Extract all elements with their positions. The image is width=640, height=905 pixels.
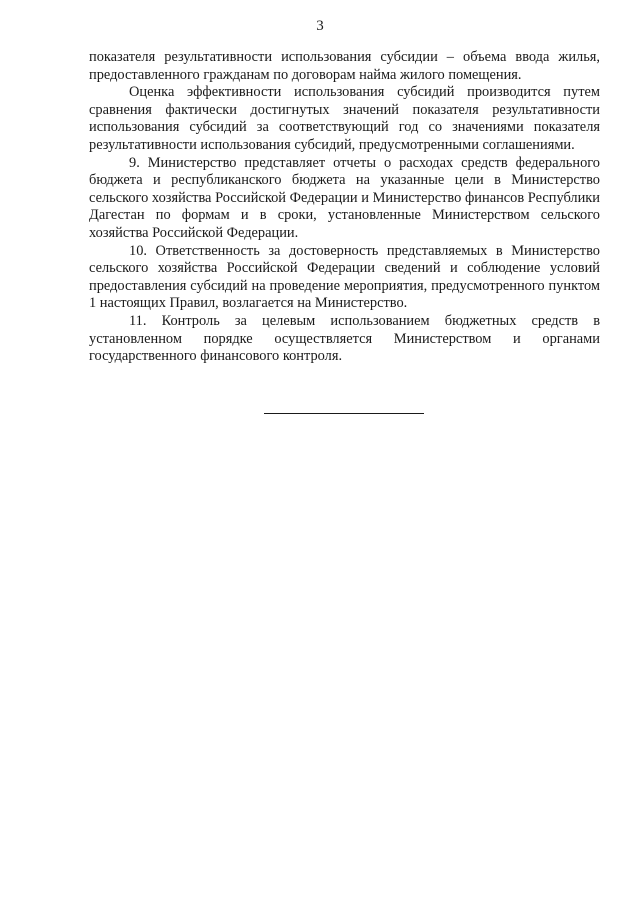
paragraph-item-10: 10. Ответственность за достоверность представляемых в Министерство сельского хозяйства Российской Федерации сведений и соблюдение условий предоставления субсидий на проведение мероприятия, предусмотренного пунктом 1 настоящих Правил, возлагается на Министерство. <box>89 242 600 312</box>
paragraph-continuation: показателя результативности использования субсидии – объема ввода жилья, предоставленного гражданам по договорам найма жилого помещения. <box>89 49 600 83</box>
paragraph-efficiency-assessment: Оценка эффективности использования субсидий производится путем сравнения фактически достигнутых значений показателя результативности использования субсидий за соответствующий год со значениями показателя результативности использования субсидий, предусмотренными соглашениями. <box>89 84 600 153</box>
end-separator-line <box>264 413 424 414</box>
paragraph-item-11: 11. Контроль за целевым использованием бюджетных средств в установленном порядке осуществляется Министерством и органами государственного финансового контроля. <box>89 312 600 365</box>
page-number: 3 <box>316 18 324 34</box>
paragraph-item-9: 9. Министерство представляет отчеты о расходах средств федерального бюджета и республиканского бюджета на указанные цели в Министерство сельского хозяйства Российской Федерации и Министерство финансов Республики Дагестан по формам и в сроки, установленные Министерством сельского хозяйства Российской Федерации. <box>89 154 600 241</box>
document-body <box>89 49 600 366</box>
